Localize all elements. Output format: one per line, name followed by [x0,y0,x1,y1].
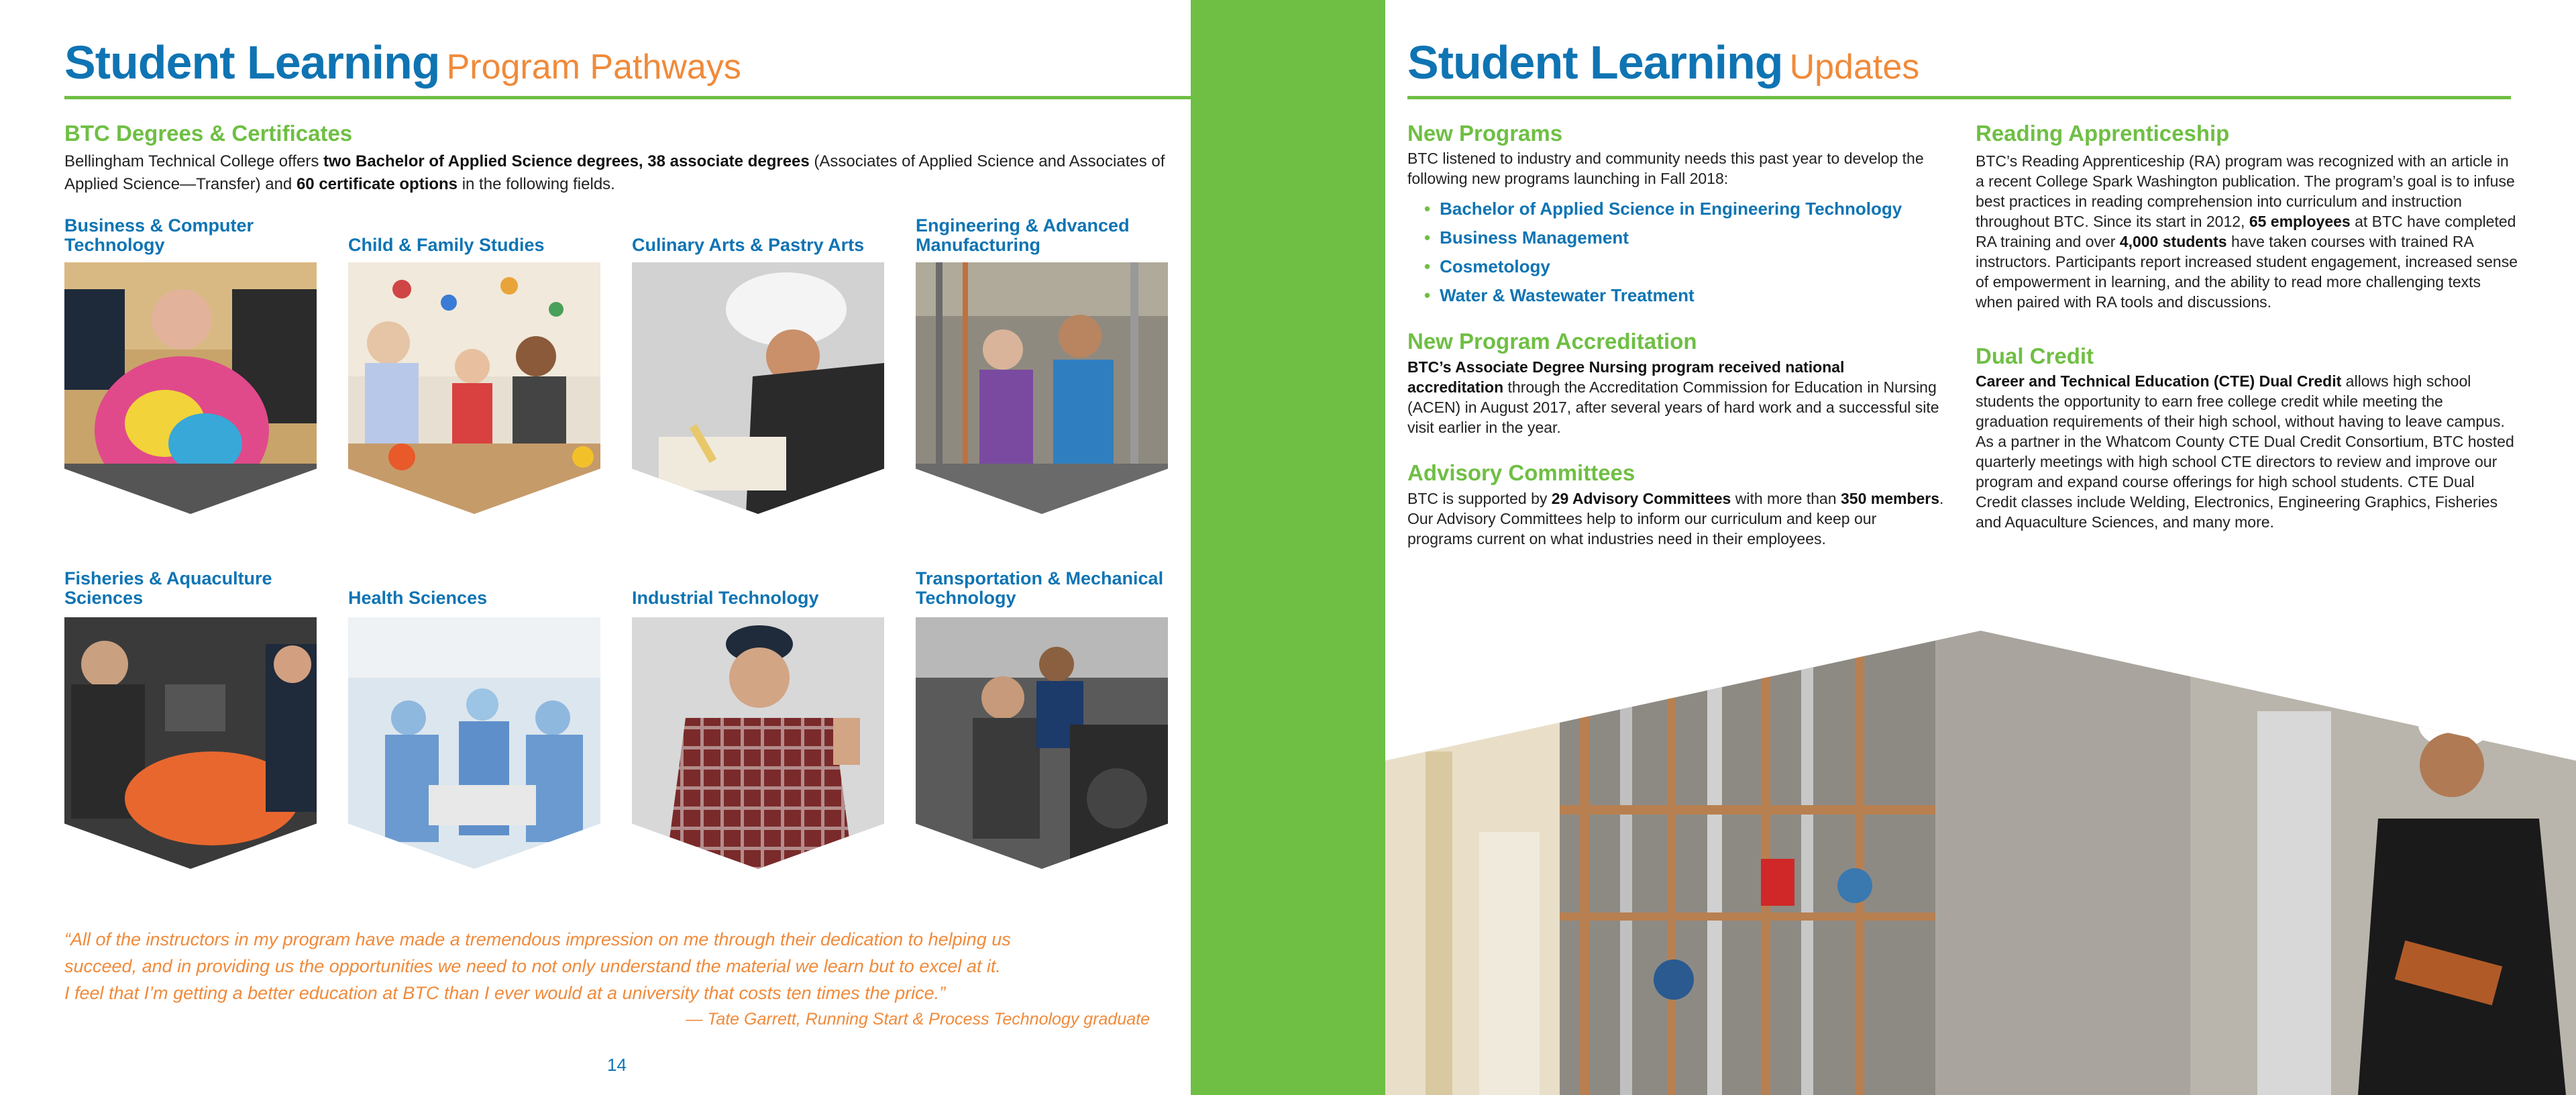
program-label-health: Health Sciences [348,588,488,608]
new-programs-list [1424,195,1902,310]
page-number: 14 [607,1055,627,1075]
new-program-item: • Business Management [1424,223,1902,252]
hero-photo-process-lab [1385,631,2576,1095]
photo-engineering [916,262,1168,514]
dual-credit-bold: Career and Technical Education (CTE) Dual Credit [1976,372,2342,390]
advisory-heading: Advisory Committees [1407,460,1635,485]
accreditation-heading: New Program Accreditation [1407,329,1697,354]
reading-text-3: have taken courses with trained RA instructors. Participants report increased student engagement, increased sense of empowerment in learning, and the ability to read more challenging texts when paired with RA tools and discussions. [1976,233,2518,311]
program-label-engineering: Engineering & Advanced Manufacturing [916,215,1130,255]
reading-text-2: at BTC have completed RA training and over [1976,213,2516,250]
program-label-industrial: Industrial Technology [632,588,819,608]
photo-transportation [916,617,1168,869]
program-label-child-family: Child & Family Studies [348,235,545,255]
dual-credit-text: allows high school students the opportunity to earn free college credit while meeting the graduation requirements of their high school, without having to leave campus. As a partner in the Whatcom County CTE Dual Credit Consortium, BTC hosted quarterly meetings with high school CTE directors to review and improve our program and expand course offerings for high school students. CTE Dual Credit classes include Welding, Electronics, Engineering Graphics, Fisheries and Aquaculture Sciences, and many more. [1976,372,2514,531]
left-title-light: Program Pathways [446,48,741,87]
intro-bold-2: 60 certificate options [296,175,458,193]
new-programs-heading: New Programs [1407,121,1563,146]
accreditation-bold: BTC’s Associate Degree Nursing program received national accreditation [1407,358,1845,396]
photo-business-computer [64,262,317,514]
photo-culinary [632,262,884,514]
reading-bold-2: 4,000 students [2119,233,2227,250]
degrees-heading: BTC Degrees & Certificates [64,121,353,146]
quote-line-3: I feel that I’m getting a better education at BTC than I ever would at a university that costs ten times the price.” [64,983,946,1003]
advisory-text-1: BTC is supported by [1407,490,1552,507]
photo-industrial [632,617,884,869]
photo-child-family [348,262,600,514]
program-label-culinary: Culinary Arts & Pastry Arts [632,235,865,255]
reading-bold-1: 65 employees [2249,213,2351,230]
intro-text-1: Bellingham Technical College offers [64,152,324,170]
left-title-bold: Student Learning [64,36,440,89]
dual-credit-body [1976,371,2519,532]
right-title-bold: Student Learning [1407,36,1783,89]
advisory-bold-2: 350 members [1840,490,1940,507]
new-program-item: • Cosmetology [1424,252,1902,281]
intro-text-3: in the following fields. [458,175,615,193]
program-label-fisheries: Fisheries & Aquaculture Sciences [64,568,272,608]
student-quote [64,926,1171,1006]
advisory-body [1407,488,1944,549]
photo-health [348,617,600,869]
quote-line-2: succeed, and in providing us the opportunities we need to not only understand the material we learn but to excel at it. [64,956,1001,976]
spine-band [1191,0,1385,1095]
left-title-rule [64,96,1191,99]
new-programs-body: BTC listened to industry and community needs this past year to develop the following new programs launching in Fall 2018: [1407,150,1924,187]
advisory-text-3: . Our Advisory Committees help to inform our curriculum and keep our programs current on what industries need in their employees. [1407,490,1944,548]
left-page-title [64,36,741,89]
intro-text-2: (Associates of Applied Science and Associates of Applied Science—Transfer) and [64,152,1165,193]
accreditation-body [1407,357,1944,437]
right-title-light: Updates [1789,48,1920,87]
advisory-text-2: with more than [1731,490,1841,507]
photo-fisheries [64,617,317,869]
program-label-business: Business & Computer Technology [64,215,254,255]
degrees-intro [64,150,1171,196]
quote-line-1: “All of the instructors in my program have made a tremendous impression on me through their dedication to helping us [64,929,1011,949]
quote-attribution: — Tate Garrett, Running Start & Process Technology graduate [686,1010,1150,1029]
advisory-bold-1: 29 Advisory Committees [1551,490,1731,507]
reading-body [1976,151,2519,312]
new-program-item: • Water & Wastewater Treatment [1424,281,1902,310]
right-page-title [1407,36,1920,89]
accreditation-text: through the Accreditation Commission for Education in Nursing (ACEN) in August 2017, after several years of hard work and a successful site visit earlier in the year. [1407,378,1939,436]
program-label-transportation: Transportation & Mechanical Technology [916,568,1164,608]
dual-credit-heading: Dual Credit [1976,344,2094,368]
right-title-rule [1407,96,2511,99]
intro-bold-1: two Bachelor of Applied Science degrees, 38 associate degrees [323,152,810,170]
reading-heading: Reading Apprenticeship [1976,121,2230,146]
new-program-item: • Bachelor of Applied Science in Engineering Technology [1424,195,1902,223]
reading-text-1: BTC’s Reading Apprenticeship (RA) program was recognized with an article in a recent College Spark Washington publication. The program’s goal is to infuse best practices in reading comprehension into curriculum and instruction throughout BTC. Since its start in 2012, [1976,152,2515,230]
